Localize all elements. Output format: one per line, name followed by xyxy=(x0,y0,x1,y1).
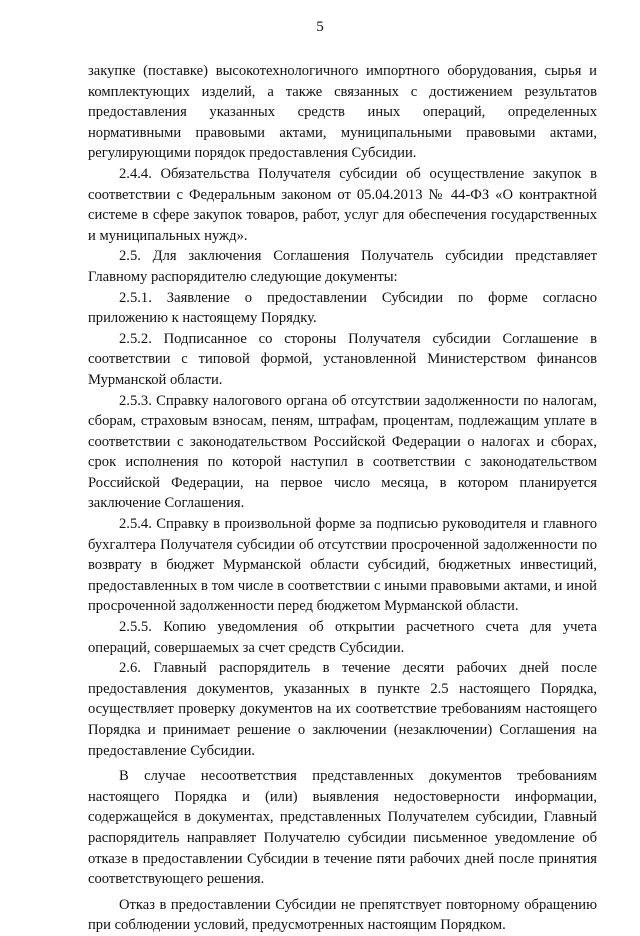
paragraph-2-6: 2.6. Главный распорядитель в течение десяти рабочих дней после предоставления документов, указанных в пункте 2.5 настоящего Порядка, осуществляет проверку документов на их соответствие требованиям настоящего Порядка и принимает решение о заключении (незаключении) Соглашения на предоставление Субсидии. xyxy=(88,660,597,759)
paragraph-refusal-notice: В случае несоответствия представленных документов требованиям настоящего Порядка и (или) выявления недостоверности информации, содержащейся в документах, представленных Получателем субсидии, Главный распорядитель направляет Получателю субсидии письменное уведомление об отказе в предоставлении Субсидии в течение пяти рабочих дней после принятия соответствующего решения. xyxy=(88,768,597,888)
page-number: 5 xyxy=(316,19,324,35)
paragraph-2-5-4: 2.5.4. Справку в произвольной форме за подписью руководителя и главного бухгалтера Получателя субсидии об отсутствии просроченной задолженности по возврату в бюджет Мурманской области субсидий, бюджетных инвестиций, предоставленных в том числе в соответствии с иными правовыми актами, и иной просроченной задолженности перед бюджетом Мурманской области. xyxy=(88,516,597,615)
paragraph-2-5-3: 2.5.3. Справку налогового органа об отсутствии задолженности по налогам, сборам, страховым взносам, пеням, штрафам, процентам, подлежащим уплате в соответствии с законодательством Российской Федерации о налогах и сборах, срок исполнения по которой наступил в соответствии с законодательством Российской Федерации, на первое число месяца, в котором планируется заключение Соглашения. xyxy=(88,392,597,512)
paragraph-2-4-4: 2.4.4. Обязательства Получателя субсидии об осуществление закупок в соответствии с Федеральным законом от 05.04.2013 № 44-ФЗ «О контрактной системе в сфере закупок товаров, работ, услуг для обеспечения государственных и муниципальных нужд». xyxy=(88,165,597,244)
document-body xyxy=(88,61,597,936)
paragraph-2-5-2: 2.5.2. Подписанное со стороны Получателя субсидии Соглашение в соответствии с типовой формой, установленной Министерством финансов Мурманской области. xyxy=(88,330,597,388)
paragraph-2-5: 2.5. Для заключения Соглашения Получатель субсидии представляет Главному распорядителю следующие документы: xyxy=(88,248,597,285)
paragraph-reapplication: Отказ в предоставлении Субсидии не препятствует повторному обращению при соблюдении условий, предусмотренных настоящим Порядком. xyxy=(88,896,597,934)
paragraph-2-5-5: 2.5.5. Копию уведомления об открытии расчетного счета для учета операций, совершаемых за счет средств Субсидии. xyxy=(88,619,597,656)
paragraph-continuation: закупке (поставке) высокотехнологичного импортного оборудования, сырья и комплектующих изделий, а также связанных с достижением результатов предоставления указанных средств иных операций, определенных нормативными правовыми актами, муниципальными правовыми актами, регулирующими порядок предоставления Субсидии. xyxy=(88,63,597,162)
paragraph-2-5-1: 2.5.1. Заявление о предоставлении Субсидии по форме согласно приложению к настоящему Порядку. xyxy=(88,289,597,327)
